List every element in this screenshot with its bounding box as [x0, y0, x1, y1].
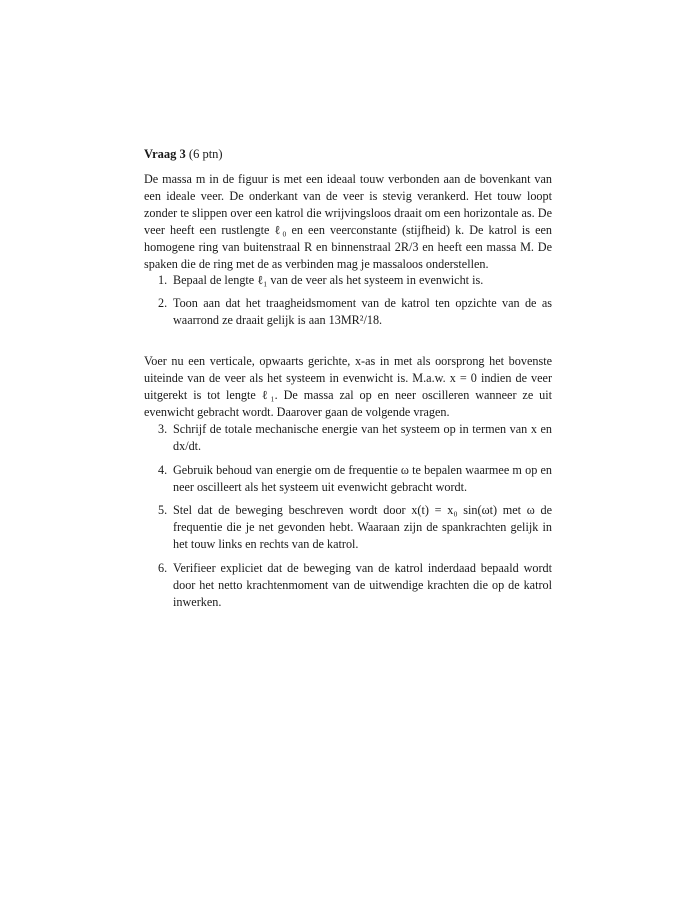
list-item: [144, 295, 552, 329]
question-title: Vraag 3: [144, 147, 186, 161]
list-item: [144, 462, 552, 496]
item-number: 4.: [158, 462, 168, 477]
item-text: Bepaal de lengte ℓ₁ van de veer als het systeem in evenwicht is.: [173, 273, 484, 288]
item-text: Stel dat de beweging beschreven wordt door x(t) = x₀ sin(ωt) met ω de frequentie die je net gevonden hebt. Waaraan zijn de spankrachten gelijk in het touw links en rechts van de katrol.: [173, 503, 552, 552]
item-text: Schrijf de totale mechanische energie van het systeem op in termen van x en dx/dt.: [173, 421, 552, 453]
list-item: [144, 272, 552, 289]
question-list-part2: [144, 421, 552, 611]
item-number: 3.: [158, 421, 168, 436]
item-number: 6.: [158, 561, 168, 576]
question-list-part1: [144, 272, 552, 329]
middle-paragraph: Voer nu een verticale, opwaarts gerichte, x-as in met als oorsprong het bovenste uiteinde van de veer als het systeem in evenwicht is. M.a.w. x = 0 indien de veer uitgerekt is tot lengte ℓ₁. De massa zal op en neer oscilleren wanneer ze uit evenwicht gebracht wordt. Daarover gaan de volgende vragen.: [144, 354, 552, 419]
item-text: Gebruik behoud van energie om de frequentie ω te bepalen waarmee m op en neer oscilleert als het systeem uit evenwicht gebracht wordt.: [173, 462, 552, 494]
list-item: [144, 502, 552, 553]
intro-paragraph: De massa m in de figuur is met een ideaal touw verbonden aan de bovenkant van een ideale veer. De onderkant van de veer is stevig verankerd. Het touw loopt zonder te slippen over een katrol die wrijvingsloos draait om een horizontale as. De veer heeft een rustlengte ℓ₀ en een veerconstante (stijfheid) k. De katrol is een homogene ring van buitenstraal R en binnenstraal 2R/3 en heeft een massa M. De spaken die de ring met de as verbinden mag je massaloos onderstellen.: [144, 172, 552, 271]
item-text: Toon aan dat het traagheidsmoment van de katrol ten opzichte van de as waarrond ze draait gelijk is aan 13MR²/18.: [173, 296, 552, 328]
question-heading: [144, 146, 552, 162]
item-number: 2.: [158, 296, 168, 311]
item-text: Verifieer expliciet dat de beweging van de katrol inderdaad bepaald wordt door het netto krachtenmoment van de uitwendige krachten die op de katrol inwerken.: [173, 561, 552, 609]
item-number: 1.: [158, 273, 168, 288]
list-item: [144, 421, 552, 455]
item-number: 5.: [158, 503, 168, 518]
list-item: [144, 560, 552, 611]
question-points: (6 ptn): [188, 147, 223, 161]
exam-page: [144, 146, 552, 611]
